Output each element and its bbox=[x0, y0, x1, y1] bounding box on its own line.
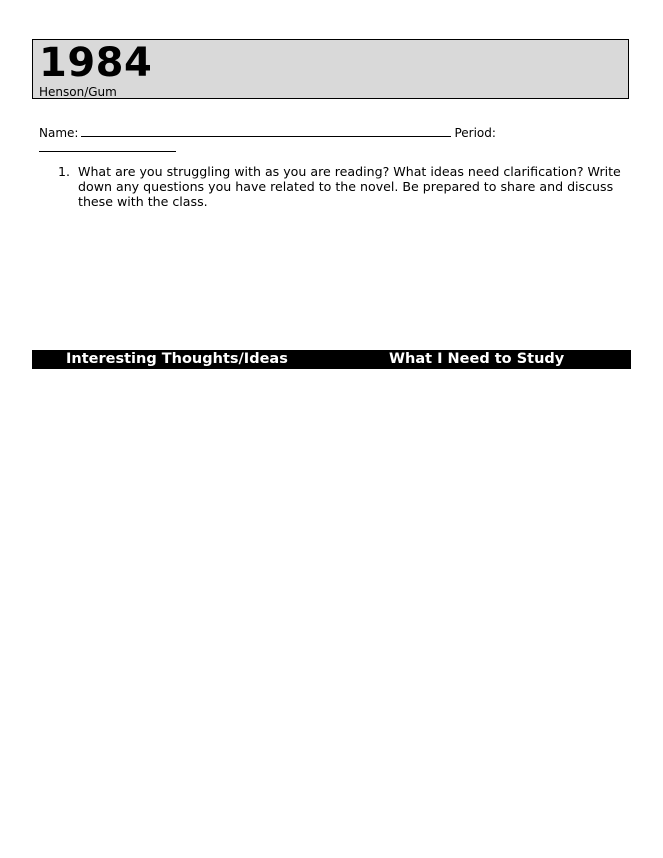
title-box bbox=[32, 39, 629, 99]
period-label: Period: bbox=[454, 126, 496, 140]
heading-interesting-thoughts: Interesting Thoughts/Ideas bbox=[66, 351, 288, 367]
period-blank bbox=[39, 151, 176, 152]
page-subtitle: Henson/Gum bbox=[39, 85, 117, 99]
question-text: What are you struggling with as you are reading? What ideas need clarification? Write down any questions you have related to the novel. Be prepared to share and discuss these with the class. bbox=[78, 164, 621, 210]
name-blank bbox=[81, 124, 451, 137]
name-label: Name: bbox=[39, 126, 79, 140]
question-number: 1. bbox=[58, 164, 71, 179]
heading-what-to-study: What I Need to Study bbox=[389, 351, 565, 367]
name-period-line bbox=[39, 124, 496, 140]
page-title: 1984 bbox=[39, 40, 153, 86]
section-heading-bar bbox=[32, 350, 631, 369]
